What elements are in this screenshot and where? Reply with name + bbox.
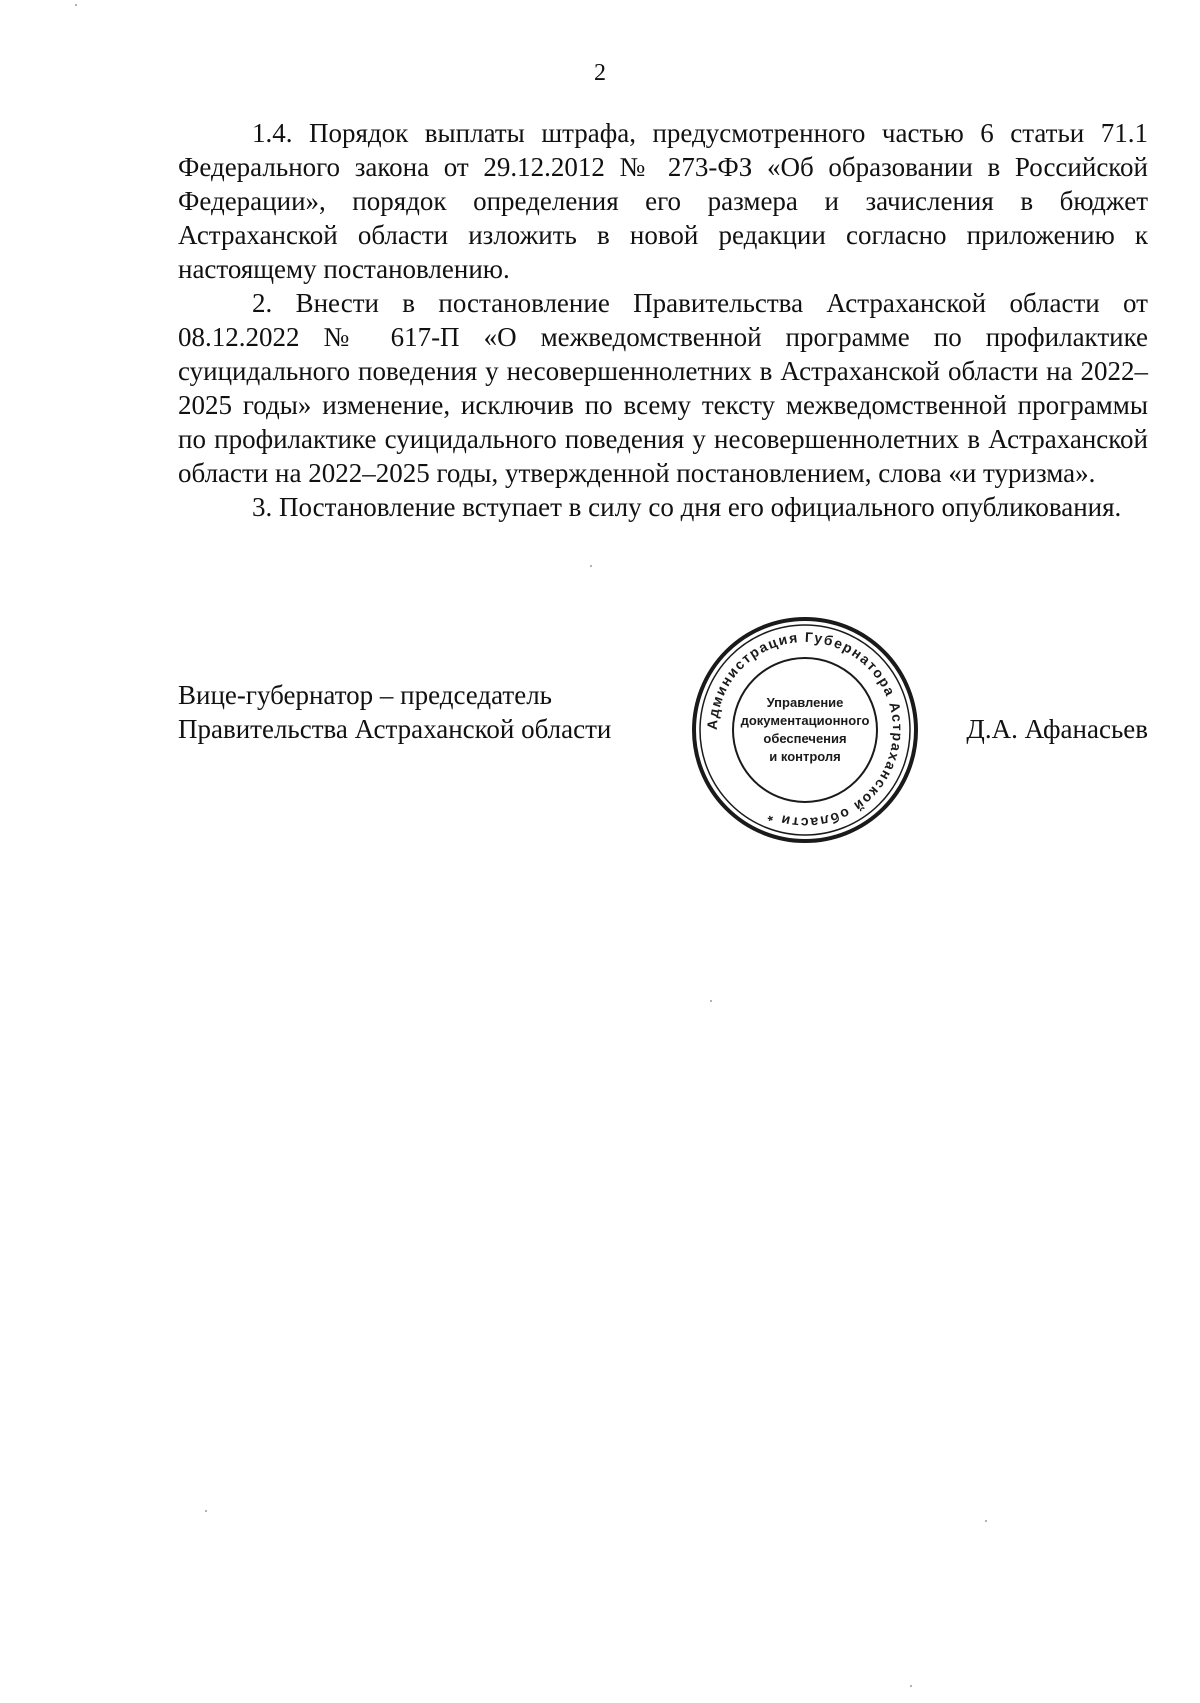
seal-inner-line-1: Управление [766, 695, 844, 710]
signatory-position [178, 678, 611, 746]
scan-speck [710, 1000, 712, 1002]
signatory-position-line-1: Вице-губернатор – председатель [178, 680, 552, 710]
seal-inner-line-3: обеспечения [763, 731, 847, 746]
paragraph-2: 2. Внести в постановление Правительства Астраханской области от 08.12.2022 № 617-П «О межведомственной программе по профилактике суицидального поведения у несовершеннолетних в Астраханской области на 2022–2025 годы» изменение, исключив по всему тексту межведомственной программы по профилактике суицидального поведения у несовершеннолетних в Астраханской области на 2022–2025 годы, утвержденной постановлением, слова «и туризма». [178, 288, 1148, 488]
official-seal [690, 615, 920, 845]
seal-graphic [690, 615, 920, 845]
scan-speck [590, 565, 592, 567]
seal-inner-line-2: документационного [740, 713, 870, 728]
signatory-name: Д.А. Афанасьев [966, 714, 1148, 744]
seal-outer-text: Администрация Губернатора Астраханской области * [703, 628, 907, 832]
scan-speck [205, 1510, 207, 1512]
page-number: 2 [594, 60, 606, 86]
signatory-position-line-2: Правительства Астраханской области [178, 714, 612, 744]
paragraph-3: 3. Постановление вступает в силу со дня его официального опубликования. [252, 492, 1122, 522]
scan-speck [985, 1520, 987, 1522]
document-body [178, 116, 1148, 524]
seal-inner-line-4: и контроля [769, 749, 841, 764]
scan-speck [910, 1685, 912, 1687]
scan-speck [75, 4, 77, 6]
paragraph-1-4: 1.4. Порядок выплаты штрафа, предусмотренного частью 6 статьи 71.1 Федерального закона от 29.12.2012 № 273-ФЗ «Об образовании в Российской Федерации», порядок определения его размера и зачисления в бюджет Астраханской области изложить в новой редакции согласно приложению к настоящему постановлению. [178, 118, 1148, 284]
